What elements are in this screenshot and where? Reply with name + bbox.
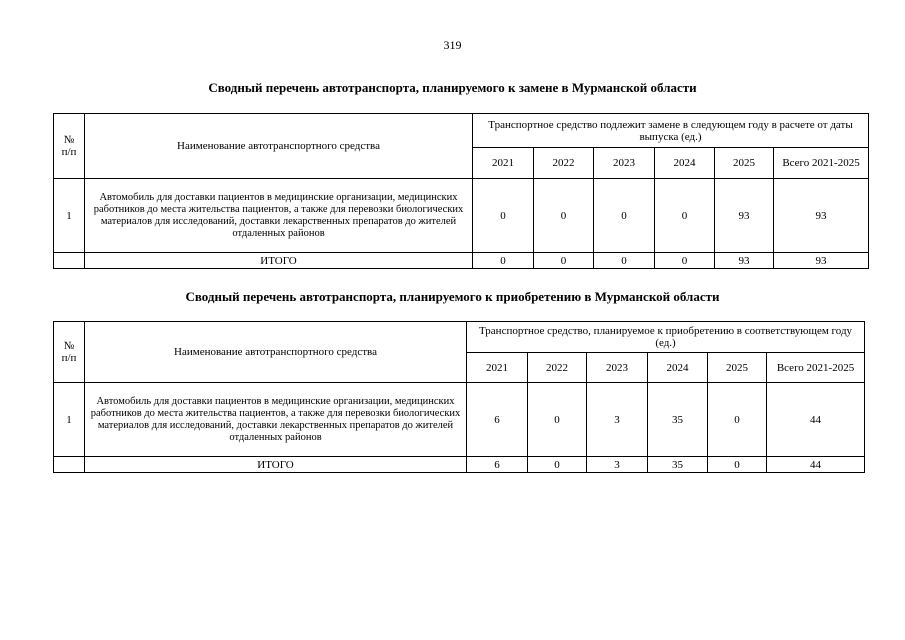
total-value: 93	[774, 253, 869, 269]
number-header: № п/п	[54, 114, 85, 179]
year-header: 2025	[715, 148, 774, 179]
value-cell: 93	[715, 179, 774, 253]
total-header: Всего 2021-2025	[767, 353, 865, 383]
total-label: ИТОГО	[85, 253, 473, 269]
total-value: 93	[715, 253, 774, 269]
name-header: Наименование автотранспортного средства	[85, 114, 473, 179]
total-value: 44	[767, 457, 865, 473]
empty-cell	[54, 457, 85, 473]
table-1-title: Сводный перечень автотранспорта, планируемого к замене в Мурманской области	[208, 80, 697, 95]
total-header: Всего 2021-2025	[774, 148, 869, 179]
year-group-header: Транспортное средство, планируемое к приобретению в соответствующем году (ед.)	[467, 322, 865, 353]
year-header: 2021	[473, 148, 534, 179]
total-value: 35	[648, 457, 708, 473]
name-header: Наименование автотранспортного средства	[85, 322, 467, 383]
year-header: 2024	[655, 148, 715, 179]
total-value: 0	[473, 253, 534, 269]
value-cell: 0	[655, 179, 715, 253]
year-header: 2021	[467, 353, 528, 383]
row-number: 1	[54, 179, 85, 253]
year-group-header: Транспортное средство подлежит замене в следующем году в расчете от даты выпуска (ед.)	[473, 114, 869, 148]
value-cell: 35	[648, 383, 708, 457]
value-cell: 0	[708, 383, 767, 457]
vehicle-name: Автомобиль для доставки пациентов в медицинские организации, медицинских работников до места жительства пациентов, а также для перевозки биологических материалов для исследований, доставки лекарственных препаратов до жителей отдаленных районов	[85, 383, 467, 457]
table-2-title: Сводный перечень автотранспорта, планируемого к приобретению в Мурманской области	[185, 289, 720, 304]
year-header: 2025	[708, 353, 767, 383]
year-header: 2022	[528, 353, 587, 383]
value-cell: 0	[528, 383, 587, 457]
total-label: ИТОГО	[85, 457, 467, 473]
page-number: 319	[443, 38, 462, 52]
value-cell: 6	[467, 383, 528, 457]
total-value: 3	[587, 457, 648, 473]
acquisition-table	[53, 321, 865, 473]
vehicle-name: Автомобиль для доставки пациентов в медицинские организации, медицинских работников до места жительства пациентов, а также для перевозки биологических материалов для исследований, доставки лекарственных препаратов до жителей отдаленных районов	[85, 179, 473, 253]
value-cell: 0	[473, 179, 534, 253]
value-cell: 44	[767, 383, 865, 457]
total-value: 0	[655, 253, 715, 269]
year-header: 2024	[648, 353, 708, 383]
table-row	[54, 383, 865, 457]
row-number: 1	[54, 383, 85, 457]
year-header: 2023	[594, 148, 655, 179]
table-row	[54, 179, 869, 253]
total-row	[54, 457, 865, 473]
total-value: 0	[528, 457, 587, 473]
value-cell: 3	[587, 383, 648, 457]
total-value: 0	[534, 253, 594, 269]
replacement-table	[53, 113, 869, 269]
year-header: 2023	[587, 353, 648, 383]
number-header: № п/п	[54, 322, 85, 383]
total-value: 6	[467, 457, 528, 473]
value-cell: 0	[594, 179, 655, 253]
total-value: 0	[708, 457, 767, 473]
year-header: 2022	[534, 148, 594, 179]
value-cell: 0	[534, 179, 594, 253]
value-cell: 93	[774, 179, 869, 253]
total-row	[54, 253, 869, 269]
empty-cell	[54, 253, 85, 269]
total-value: 0	[594, 253, 655, 269]
